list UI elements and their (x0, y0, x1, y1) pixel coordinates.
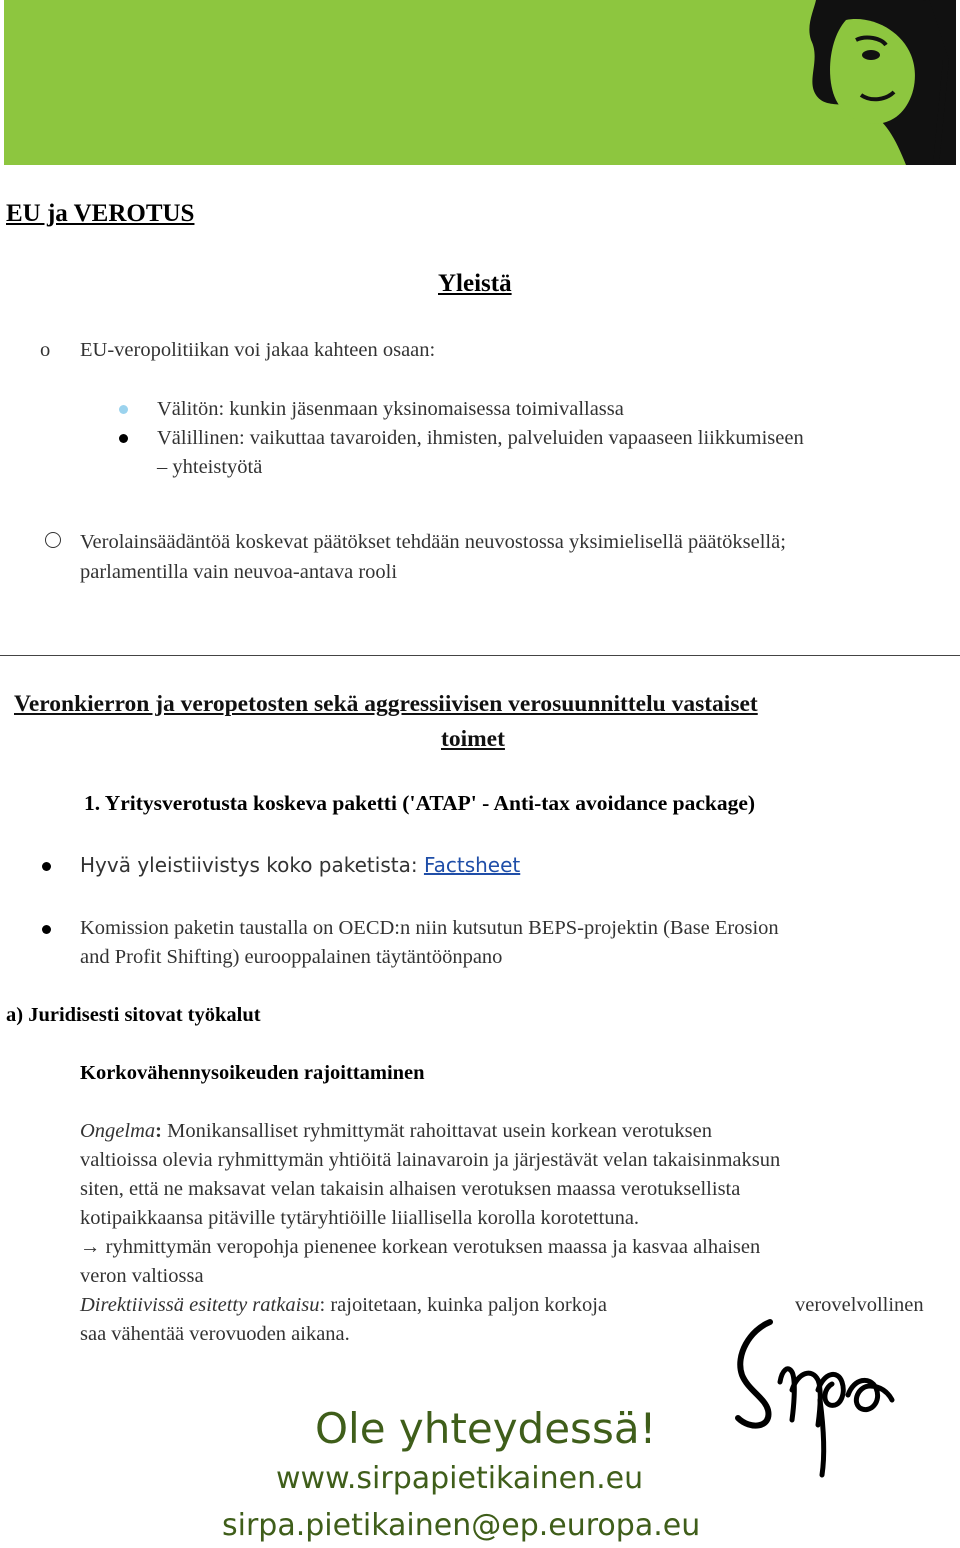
council-text-line2: parlamentilla vain neuvoa-antava rooli (80, 561, 398, 583)
section-heading-evasion-cont: toimet (441, 726, 505, 752)
problem-label: Ongelma (80, 1120, 156, 1142)
section-heading-evasion: Veronkierron ja veropetosten sekä aggressiivisen verosuunnittelu vastaiset (14, 691, 758, 717)
portrait-illustration (696, 0, 956, 165)
package-title: 1. Yritysverotusta koskeva paketti ('ATAP' - Anti-tax avoidance package) (84, 791, 756, 815)
overview-line (80, 853, 520, 877)
problem-line2: valtioissa olevia ryhmittymän yhtiöitä lainavaroin ja järjestävät velan takaisinmaksun (80, 1149, 781, 1171)
problem-colon: : (155, 1120, 162, 1142)
solution-right: verovelvollinen (795, 1294, 924, 1316)
solution-line1 (80, 1291, 607, 1320)
bullet-icon (119, 405, 128, 414)
list-item-indirect-cont: – yhteistyötä (157, 456, 263, 478)
bullet-icon (42, 925, 51, 934)
page-title: EU ja VEROTUS (6, 200, 195, 227)
solution-line2: saa vähentää verovuoden aikana. (80, 1323, 350, 1345)
circle-bullet-icon (45, 532, 61, 548)
email-link[interactable]: sirpa.pietikainen@ep.europa.eu (222, 1508, 701, 1543)
website-link[interactable]: www.sirpapietikainen.eu (276, 1461, 644, 1496)
factsheet-link[interactable]: Factsheet (423, 853, 521, 877)
section-divider (0, 655, 960, 656)
consequence-line2: veron valtiossa (80, 1265, 204, 1287)
interest-deduction-heading: Korkovähennysoikeuden rajoittaminen (80, 1062, 425, 1084)
problem-line4: kotipaikkaansa pitäville tytäryhtiöille liiallisella korolla korotettuna. (80, 1207, 640, 1229)
overview-text: Hyvä yleistiivistys koko paketista: (80, 853, 424, 877)
list-marker: o (40, 339, 51, 361)
section-heading-general: Yleistä (438, 270, 512, 297)
contact-heading: Ole yhteydessä! (315, 1404, 657, 1453)
solution-text: : rajoitetaan, kuinka paljon korkoja (319, 1294, 607, 1316)
solution-label: Direktiivissä esitetty ratkaisu (80, 1294, 320, 1316)
legal-tools-heading: a) Juridisesti sitovat työkalut (6, 1004, 261, 1026)
list-item-direct: Välitön: kunkin jäsenmaan yksinomaisessa toimivallassa (157, 398, 624, 420)
header-banner (4, 0, 956, 165)
problem-line3: siten, että ne maksavat velan takaisin alhaisen verotuksen maassa verotuksellista (80, 1178, 741, 1200)
bullet-icon (42, 862, 51, 871)
intro-text: EU-veropolitiikan voi jakaa kahteen osaan: (80, 339, 436, 361)
signature-image (720, 1310, 905, 1480)
oecd-text-line2: and Profit Shifting) eurooppalainen täytäntöönpano (80, 946, 503, 968)
bullet-icon (119, 434, 128, 443)
consequence-line1: → ryhmittymän veropohja pienenee korkean verotuksen maassa ja kasvaa alhaisen (80, 1236, 761, 1258)
problem-text: Monikansalliset ryhmittymät rahoittavat usein korkean verotuksen (161, 1120, 712, 1142)
list-item-indirect: Välillinen: vaikuttaa tavaroiden, ihmisten, palveluiden vapaaseen liikkumiseen (157, 427, 804, 449)
council-text-line1: Verolainsäädäntöä koskevat päätökset tehdään neuvostossa yksimielisellä päätöksellä; (80, 531, 786, 553)
oecd-text-line1: Komission paketin taustalla on OECD:n niin kutsutun BEPS-projektin (Base Erosion (80, 917, 779, 939)
problem-line1 (80, 1117, 712, 1146)
